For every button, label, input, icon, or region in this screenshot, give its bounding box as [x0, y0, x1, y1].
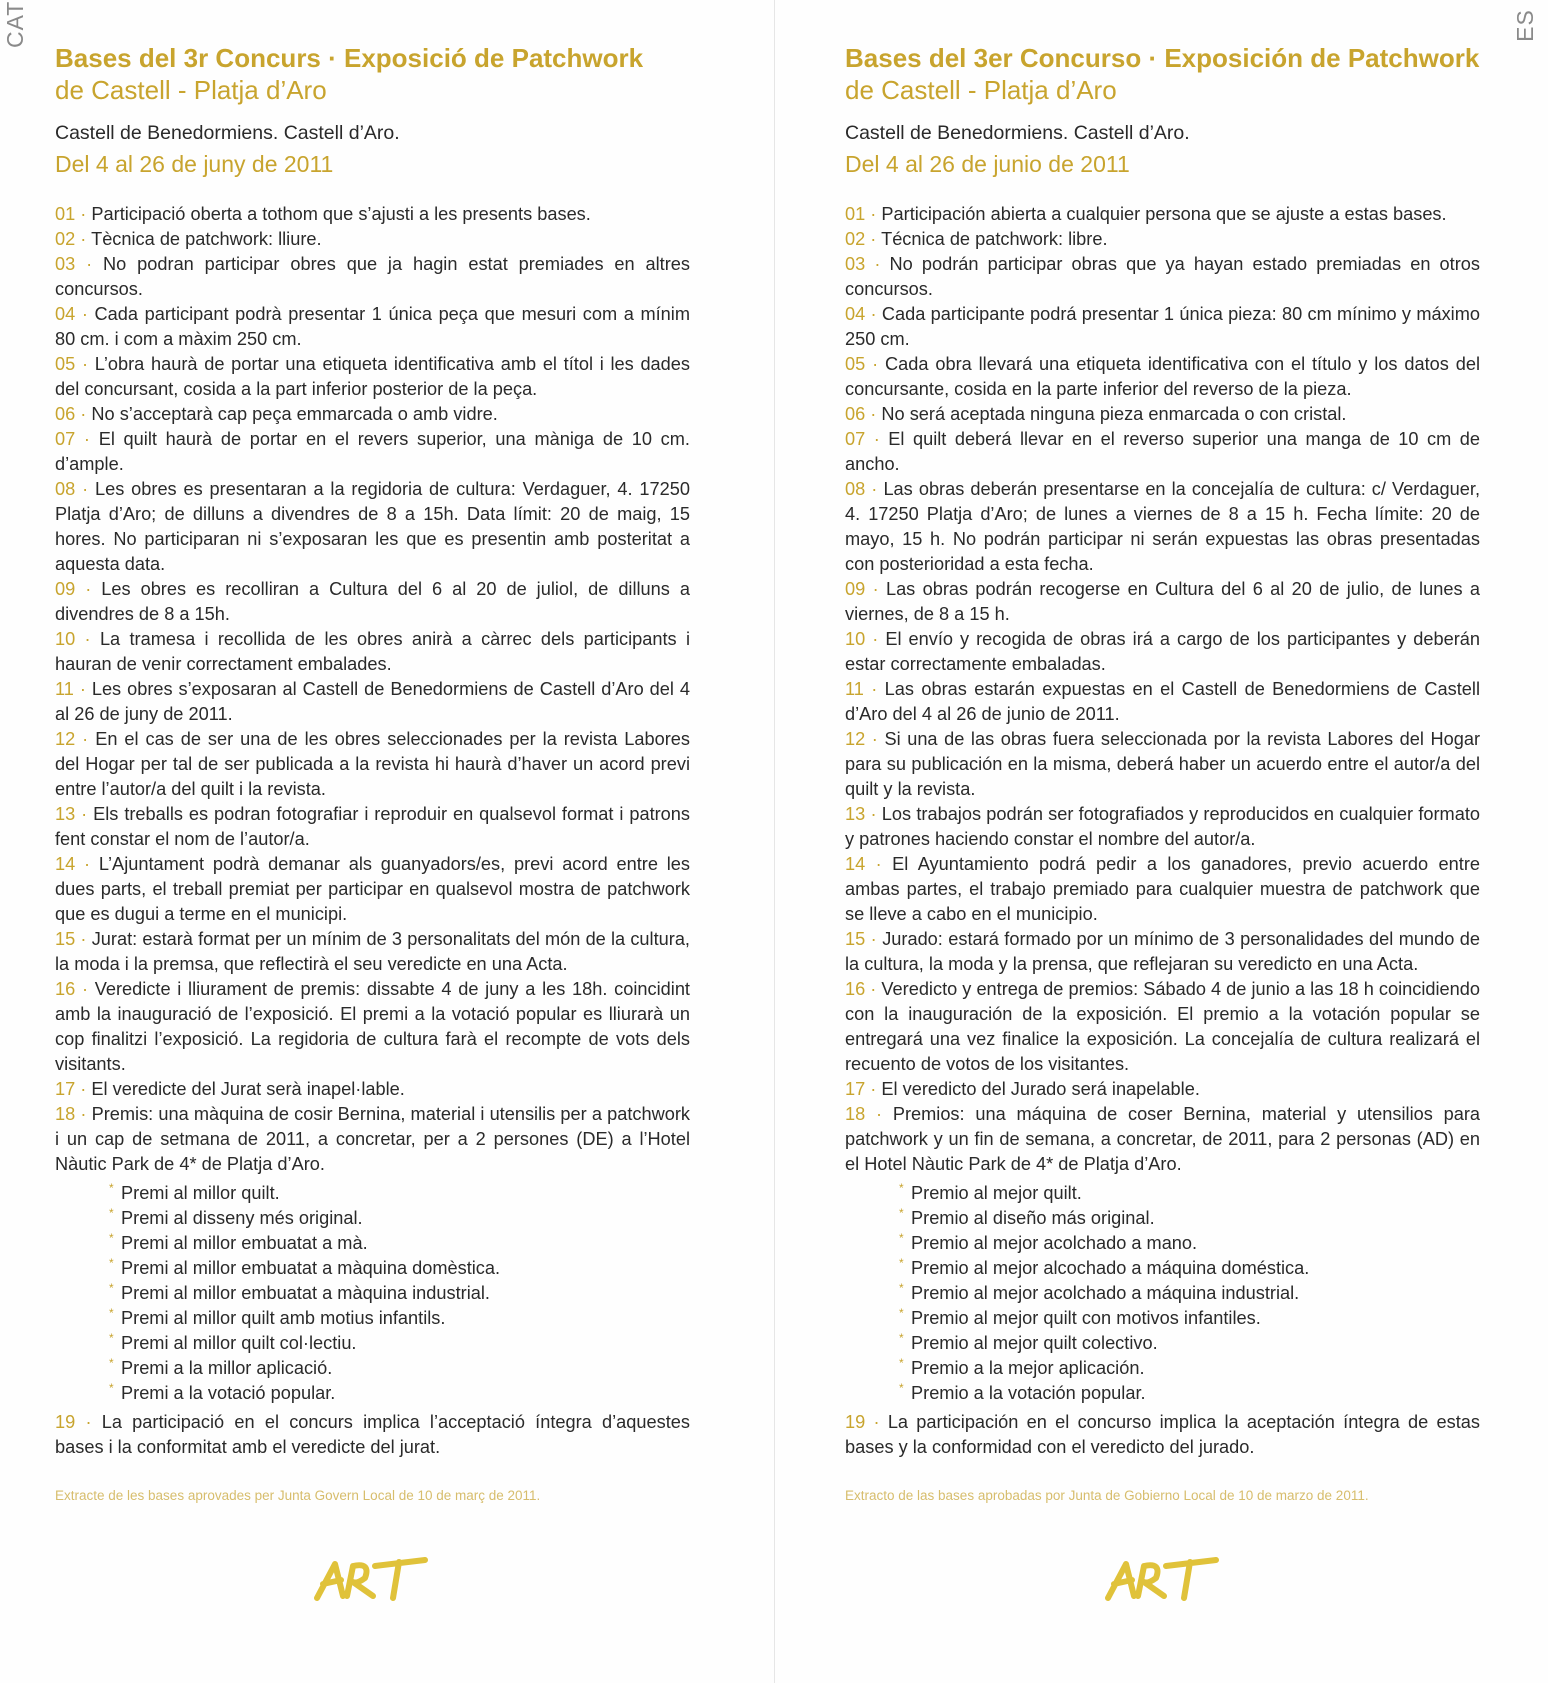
rule-separator: ·: [75, 204, 92, 224]
rule-separator: ·: [865, 204, 882, 224]
rule-number: 07: [845, 429, 866, 449]
prize-item: * Premi al millor embuatat a màquina domèstica.: [113, 1256, 690, 1281]
rule-separator: ·: [865, 804, 882, 824]
rule-separator: ·: [865, 854, 893, 874]
rule-number: 11: [845, 679, 864, 699]
rule-separator: ·: [865, 229, 882, 249]
prize-item: * Premi al millor embuatat a màquina industrial.: [113, 1281, 690, 1306]
language-tag-cat: CAT: [2, 0, 28, 48]
rule-text: Las obras deberán presentarse en la concejalía de cultura: c/ Verdaguer, 4. 17250 Platja d’Aro; de lunes a viernes de 8 a 15 h. Fecha límite: 20 de mayo, 15 h. No podrán participar ni serán expuestas las obras presentadas con posterioridad a esta fecha.: [845, 479, 1481, 574]
rule-number: 12: [845, 729, 866, 749]
rule-number: 15: [845, 929, 866, 949]
rules-container: [55, 202, 690, 1177]
rule-text: Les obres s’exposaran al Castell de Benedormiens de Castell d’Aro del 4 al 26 de juny de 2011.: [55, 679, 690, 724]
rule-number: 17: [845, 1079, 866, 1099]
rule-number: 03: [845, 254, 866, 274]
rule-separator: ·: [75, 979, 95, 999]
prize-item: * Premi a la votació popular.: [113, 1381, 690, 1406]
rule-number: 15: [55, 929, 76, 949]
rule-item: [845, 927, 1480, 977]
approval-note: Extracte de les bases aprovades per Junta Govern Local de 10 de març de 2011.: [55, 1488, 541, 1503]
rule-separator: ·: [865, 579, 886, 599]
rule-text: Els treballs es podran fotografiar i reproduir en qualsevol format i patrons fent constar el nom de l’autor/a.: [55, 804, 691, 849]
rule-number: 01: [55, 204, 76, 224]
rule-item: [55, 802, 690, 852]
rule-item: [55, 1410, 690, 1460]
rule-text: Jurat: estarà format per un mínim de 3 personalitats del món de la cultura, la moda i la premsa, que reflectirà el seu veredicte en una Acta.: [55, 929, 690, 974]
rule-number: 02: [845, 229, 866, 249]
rule-text: Técnica de patchwork: libre.: [881, 229, 1108, 249]
rule-text: Cada participant podrà presentar 1 única peça que mesuri com a mínim 80 cm. i com a màxim 250 cm.: [55, 304, 690, 349]
rule-separator: ·: [75, 404, 92, 424]
rule-text: Las obras estarán expuestas en el Castell de Benedormiens de Castell d’Aro del 4 al 26 de junio de 2011.: [845, 679, 1480, 724]
title-line-2: de Castell - Platja d’Aro: [845, 75, 1117, 105]
rule-text: Premis: una màquina de cosir Bernina, material i utensilis per a patchwork i un cap de setmana de 2011, a concretar, per a 2 persones (DE) a l’Hotel Nàutic Park de 4* de Platja d’Aro.: [55, 1104, 690, 1174]
prize-item: * Premio al mejor quilt.: [903, 1181, 1480, 1206]
rule-number: 06: [55, 404, 76, 424]
rule-number: 04: [845, 304, 866, 324]
rules-list: [55, 202, 690, 1460]
rule-separator: ·: [75, 229, 92, 249]
rule-item: [55, 227, 690, 252]
rule-separator: ·: [865, 979, 882, 999]
rule-number: 12: [55, 729, 76, 749]
rule-number: 04: [55, 304, 76, 324]
prize-item: * Premi al millor quilt amb motius infantils.: [113, 1306, 690, 1331]
rule-item: [845, 977, 1480, 1077]
rule-number: 07: [55, 429, 76, 449]
column-spanish: [845, 42, 1480, 1505]
rule-text: L’Ajuntament podrà demanar als guanyadors/es, previ acord entre les dues parts, el treball premiat per participar en qualsevol mostra de patchwork que es dugui a terme en el municipi.: [55, 854, 690, 924]
rule-item: [55, 927, 690, 977]
rule-item: [845, 202, 1480, 227]
rule-number: 17: [55, 1079, 76, 1099]
rule-item: [55, 352, 690, 402]
prize-item: * Premio a la votación popular.: [903, 1381, 1480, 1406]
rule-number: 13: [845, 804, 866, 824]
rule-separator: ·: [865, 254, 890, 274]
rule-separator: ·: [865, 1104, 893, 1124]
rule-text: Si una de las obras fuera seleccionada por la revista Labores del Hogar para su publicación en la misma, deberá haber un acuerdo entre el autor/a del quilt y la revista.: [845, 729, 1481, 799]
rule-item: [845, 302, 1480, 352]
rule-item: [55, 627, 690, 677]
rule-separator: ·: [865, 354, 886, 374]
rule-item: [55, 402, 690, 427]
rule-item: [845, 427, 1480, 477]
prize-item: * Premi al millor quilt.: [113, 1181, 690, 1206]
rule-number: 10: [55, 629, 76, 649]
title-line-1: Bases del 3er Concurso · Exposición de Patchwork: [845, 43, 1480, 73]
rule-text: El quilt haurà de portar en el revers superior, una màniga de 10 cm. d’ample.: [55, 429, 690, 474]
rule-number: 16: [55, 979, 76, 999]
rule-text: Cada obra llevará una etiqueta identificativa con el título y los datos del concursante, cosida en la parte inferior del reverso de la pieza.: [845, 354, 1480, 399]
rule-text: Los trabajos podrán ser fotografiados y reproducidos en cualquier formato y patrones haciendo constar el nombre del autor/a.: [845, 804, 1480, 849]
rule-item: [55, 1102, 690, 1177]
prize-item: * Premi a la millor aplicació.: [113, 1356, 690, 1381]
rule-number: 08: [845, 479, 866, 499]
rule-item: [845, 727, 1480, 802]
title-line-1: Bases del 3r Concurs · Exposició de Patchwork: [55, 43, 644, 73]
rule-item: [845, 352, 1480, 402]
rule-number: 03: [55, 254, 76, 274]
rule-text: No podrán participar obras que ya hayan estado premiadas en otros concursos.: [845, 254, 1480, 299]
rule-item: [845, 677, 1480, 727]
column-catalan: [55, 42, 690, 1505]
rule-number: 08: [55, 479, 76, 499]
rule-text: El veredicte del Jurat serà inapel·lable.: [91, 1079, 405, 1099]
rule-item: [55, 427, 690, 477]
rule-item: [55, 202, 690, 227]
rule-text: Tècnica de patchwork: lliure.: [91, 229, 322, 249]
rule-number: 19: [845, 1412, 866, 1432]
prize-item: * Premi al millor quilt col·lectiu.: [113, 1331, 690, 1356]
rule-separator: ·: [865, 929, 883, 949]
rule-separator: ·: [75, 1412, 102, 1432]
rule-item: [845, 1410, 1480, 1460]
prize-item: * Premio al mejor alcochado a máquina doméstica.: [903, 1256, 1480, 1281]
rule-text: Participación abierta a cualquier persona que se ajuste a estas bases.: [881, 204, 1447, 224]
rule-separator: ·: [75, 429, 99, 449]
rule-text: El quilt deberá llevar en el reverso superior una manga de 10 cm de ancho.: [845, 429, 1481, 474]
rule-separator: ·: [75, 254, 104, 274]
rules-list: [845, 202, 1480, 1460]
rule-item: [55, 577, 690, 627]
rule-text: Les obres es recolliran a Cultura del 6 al 20 de juliol, de dilluns a divendres de 8 a 15h.: [55, 579, 690, 624]
rule-separator: ·: [75, 804, 94, 824]
approval-note: Extracto de las bases aprobadas por Junta de Gobierno Local de 10 de marzo de 2011.: [845, 1488, 1369, 1503]
rule-item: [845, 802, 1480, 852]
rule-text: Jurado: estará formado por un mínimo de 3 personalidades del mundo de la cultura, la moda y la prensa, que reflejaran su veredicto en una Acta.: [845, 929, 1480, 974]
prize-list: [55, 1181, 690, 1406]
rule-item: [845, 477, 1480, 577]
prize-item: * Premio al mejor quilt con motivos infantiles.: [903, 1306, 1480, 1331]
rule-item: [55, 1077, 690, 1102]
rule-separator: ·: [75, 629, 100, 649]
rule-number: 18: [845, 1104, 866, 1124]
rule-item: [55, 302, 690, 352]
venue: Castell de Benedormiens. Castell d’Aro.: [845, 122, 1190, 144]
rule-separator: ·: [75, 579, 102, 599]
prize-list: [845, 1181, 1480, 1406]
rule-number: 01: [845, 204, 866, 224]
rule-separator: ·: [75, 1079, 92, 1099]
prize-item: * Premio al mejor acolchado a mano.: [903, 1231, 1480, 1256]
rule-item: [845, 252, 1480, 302]
rule-text: En el cas de ser una de les obres seleccionades per la revista Labores del Hogar per tal de ser publicada a la revista hi haurà d’haver un acord previ entre l’autor/a del quilt i la revista.: [55, 729, 690, 799]
rule-number: 09: [55, 579, 76, 599]
rule-separator: ·: [865, 429, 889, 449]
rule-text: La participación en el concurso implica la aceptación íntegra de estas bases y la conformidad con el veredicto del jurado.: [845, 1412, 1480, 1457]
prize-item: * Premio al mejor quilt colectivo.: [903, 1331, 1480, 1356]
prize-item: * Premi al millor embuatat a mà.: [113, 1231, 690, 1256]
rule-text: Las obras podrán recogerse en Cultura del 6 al 20 de julio, de lunes a viernes, de 8 a 15 h.: [845, 579, 1480, 624]
title-line-2: de Castell - Platja d’Aro: [55, 75, 327, 105]
rule-text: No s’acceptarà cap peça emmarcada o amb vidre.: [91, 404, 498, 424]
rules-container: [845, 202, 1480, 1177]
rule-separator: ·: [75, 354, 95, 374]
rule-item: [845, 227, 1480, 252]
rule-separator: ·: [865, 1412, 888, 1432]
rule-separator: ·: [75, 304, 95, 324]
rule-separator: ·: [865, 1079, 882, 1099]
rule-number: 16: [845, 979, 866, 999]
rule-number: 05: [845, 354, 866, 374]
rule-text: Premios: una máquina de coser Bernina, material y utensilios para patchwork y un fin de semana, a concretar, de 2011, para 2 personas (AD) en el Hotel Nàutic Park de 4* de Platja d’Aro.: [845, 1104, 1481, 1174]
rule-item: [845, 627, 1480, 677]
rule-number: 10: [845, 629, 866, 649]
rule-text: El veredicto del Jurado será inapelable.: [881, 1079, 1200, 1099]
rule-number: 14: [55, 854, 76, 874]
rule-separator: ·: [73, 679, 92, 699]
rule-text: Cada participante podrá presentar 1 única pieza: 80 cm mínimo y máximo 250 cm.: [845, 304, 1480, 349]
rule-item: [845, 852, 1480, 927]
language-tag-es: ES: [1512, 9, 1539, 42]
rule-separator: ·: [865, 404, 882, 424]
rule-text: Les obres es presentaran a la regidoria de cultura: Verdaguer, 4. 17250 Platja d’Aro; de dilluns a divendres de 8 a 15h. Data límit: 20 de maig, 15 hores. No participaran ni s’exposaran les que es presentin amb posteritat a aquesta data.: [55, 479, 690, 574]
rule-text: Veredicte i lliurament de premis: dissabte 4 de juny a les 18h. coincidint amb la inauguració de l’exposició. El premi a la votació popular es lliurarà un cop finalitzi l’exposició. La regidoria de cultura farà el recompte de vots dels visitants.: [55, 979, 690, 1074]
rule-item: [845, 1077, 1480, 1102]
rule-number: 13: [55, 804, 76, 824]
rule-separator: ·: [865, 479, 884, 499]
rule-number: 02: [55, 229, 76, 249]
rule-number: 19: [55, 1412, 76, 1432]
rule-number: 18: [55, 1104, 76, 1124]
prize-item: * Premi al disseny més original.: [113, 1206, 690, 1231]
rule-item: [845, 577, 1480, 627]
rule-item: [55, 477, 690, 577]
art-logo: [313, 1552, 433, 1607]
rule-text: La tramesa i recollida de les obres anirà a càrrec dels participants i hauran de venir correctament embalades.: [55, 629, 690, 674]
rule-item: [55, 252, 690, 302]
rule-text: El Ayuntamiento podrá pedir a los ganadores, previo acuerdo entre ambas partes, el trabajo premiado para cualquier muestra de patchwork que se lleve a cabo en el municipio.: [845, 854, 1481, 924]
rule-item: [55, 677, 690, 727]
rule-text: Participació oberta a tothom que s’ajusti a les presents bases.: [91, 204, 591, 224]
rule-text: La participació en el concurs implica l’acceptació íntegra d’aquestes bases i la conformitat amb el veredicte del jurat.: [55, 1412, 690, 1457]
art-logo: [1104, 1552, 1224, 1607]
rule-separator: ·: [863, 679, 885, 699]
prize-item: * Premio al mejor acolchado a máquina industrial.: [903, 1281, 1480, 1306]
page-fold-line: [774, 0, 775, 1683]
rule-separator: ·: [75, 1104, 92, 1124]
rule-number: 05: [55, 354, 76, 374]
rule-item: [845, 1102, 1480, 1177]
rule-number: 06: [845, 404, 866, 424]
exhibition-dates: Del 4 al 26 de juny de 2011: [55, 151, 334, 177]
rule-item: [55, 977, 690, 1077]
rule-separator: ·: [75, 929, 92, 949]
rule-item: [845, 402, 1480, 427]
rule-text: El envío y recogida de obras irá a cargo de los participantes y deberán estar correctamente embaladas.: [845, 629, 1481, 674]
rule-number: 09: [845, 579, 866, 599]
exhibition-dates: Del 4 al 26 de junio de 2011: [845, 151, 1130, 177]
rule-number: 14: [845, 854, 866, 874]
prize-item: * Premio a la mejor aplicación.: [903, 1356, 1480, 1381]
rule-item: [55, 727, 690, 802]
rule-separator: ·: [75, 479, 95, 499]
rule-separator: ·: [865, 629, 886, 649]
rule-number: 11: [55, 679, 74, 699]
rule-text: No será aceptada ninguna pieza enmarcada o con cristal.: [881, 404, 1347, 424]
prize-item: * Premio al diseño más original.: [903, 1206, 1480, 1231]
rule-text: Veredicto y entrega de premios: Sábado 4 de junio a las 18 h coincidiendo con la inauguración de la exposición. El premio a la votación popular se entregará una vez finalice la exposición. La concejalía de cultura realizará el recuento de votos de los visitantes.: [845, 979, 1480, 1074]
rule-text: L’obra haurà de portar una etiqueta identificativa amb el títol i les dades del concursant, cosida a la part inferior posterior de la peça.: [55, 354, 690, 399]
rule-separator: ·: [865, 729, 885, 749]
rule-separator: ·: [75, 854, 99, 874]
venue: Castell de Benedormiens. Castell d’Aro.: [55, 122, 400, 144]
rule-item: [55, 852, 690, 927]
rule-separator: ·: [865, 304, 882, 324]
rule-separator: ·: [75, 729, 96, 749]
rule-text: No podran participar obres que ja hagin estat premiades en altres concursos.: [55, 254, 690, 299]
